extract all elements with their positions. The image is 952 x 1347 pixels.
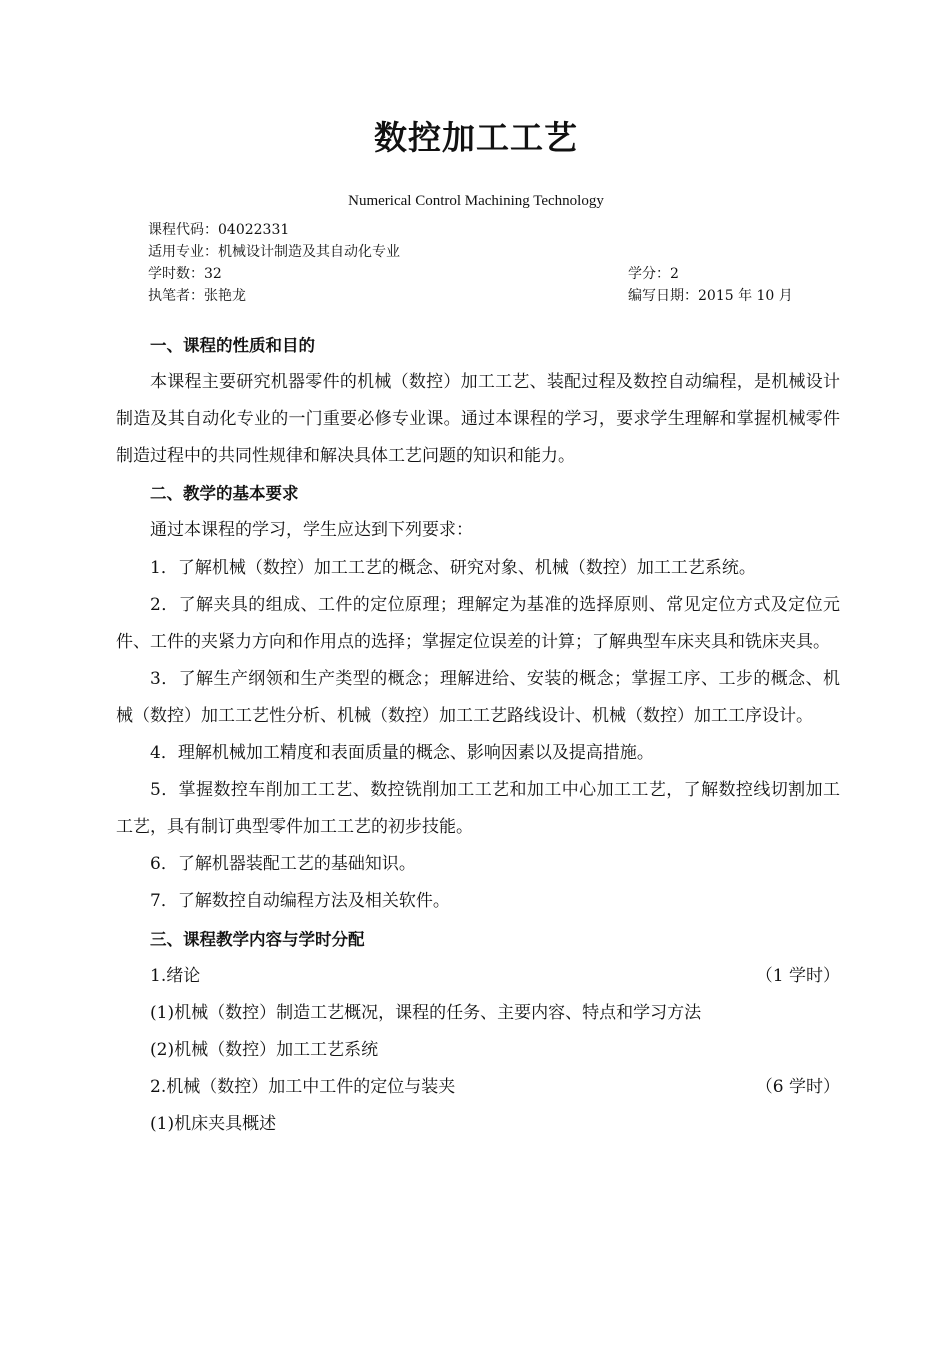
section-heading-nature: 一、课程的性质和目的 — [150, 336, 315, 355]
requirement-item: 4．理解机械加工精度和表面质量的概念、影响因素以及提高措施。 — [150, 743, 654, 764]
requirement-item: 2．了解夹具的组成、工件的定位原理；理解定为基准的选择原则、常见定位方式及定位元件、工件的夹紧力方向和作用点的选择；掌握定位误差的计算；了解典型车床夹具和铣床夹具。 — [116, 594, 840, 652]
section-heading-content: 三、课程教学内容与学时分配 — [150, 929, 365, 949]
class-hours: 学时数：32 — [148, 266, 222, 282]
chapter-1 — [116, 958, 840, 995]
requirement-item: 5．掌握数控车削加工工艺、数控铣削加工工艺和加工中心加工工艺，了解数控线切割加工工艺，具有制订典型零件加工工艺的初步技能。 — [116, 780, 840, 838]
meta-row-hours — [148, 263, 828, 285]
chapter-1-title: 1.绪论 — [150, 965, 201, 986]
requirement-item: 7．了解数控自动编程方法及相关软件。 — [150, 891, 450, 912]
requirement-item: 1．了解机械（数控）加工工艺的概念、研究对象、机械（数控）加工工艺系统。 — [150, 557, 756, 578]
paragraph-nature: 本课程主要研究机器零件的机械（数控）加工工艺、装配过程及数控自动编程，是机械设计制造及其自动化专业的一门重要必修专业课。通过本课程的学习，要求学生理解和掌握机械零件制造过程中的共同性规律和解决具体工艺问题的知识和能力。 — [116, 372, 840, 467]
document-body — [116, 327, 840, 1143]
chapter-2-subitem: (1)机床夹具概述 — [150, 1113, 277, 1134]
chapter-1-hours: （1 学时） — [755, 965, 840, 986]
compile-date: 编写日期：2015 年 10 月 — [628, 288, 793, 304]
meta-row-code — [148, 219, 828, 241]
chapter-1-subitem: (1)机械（数控）制造工艺概况，课程的任务、主要内容、特点和学习方法 — [150, 1002, 702, 1023]
author: 执笔者：张艳龙 — [148, 288, 246, 304]
document-title: 数控加工工艺 — [374, 118, 578, 157]
credits: 学分：2 — [628, 266, 679, 282]
course-meta — [148, 219, 828, 307]
requirement-item: 6．了解机器装配工艺的基础知识。 — [150, 854, 416, 875]
chapter-2 — [116, 1069, 840, 1106]
applicable-major: 适用专业：机械设计制造及其自动化专业 — [148, 244, 400, 260]
chapter-2-title: 2.机械（数控）加工中工件的定位与装夹 — [150, 1076, 456, 1097]
paragraph-requirements-intro: 通过本课程的学习，学生应达到下列要求： — [150, 520, 473, 541]
chapter-2-hours: （6 学时） — [755, 1076, 840, 1097]
requirement-item: 3．了解生产纲领和生产类型的概念；理解进给、安装的概念；掌握工序、工步的概念、机械（数控）加工工艺性分析、机械（数控）加工工艺路线设计、机械（数控）加工工序设计。 — [116, 668, 840, 726]
meta-row-author — [148, 285, 828, 307]
course-code: 课程代码：04022331 — [148, 222, 290, 238]
chapter-1-subitem: (2)机械（数控）加工工艺系统 — [150, 1039, 379, 1060]
document-subtitle: Numerical Control Machining Technology — [348, 193, 604, 209]
section-heading-requirements: 二、教学的基本要求 — [150, 484, 299, 504]
meta-row-major — [148, 241, 828, 263]
